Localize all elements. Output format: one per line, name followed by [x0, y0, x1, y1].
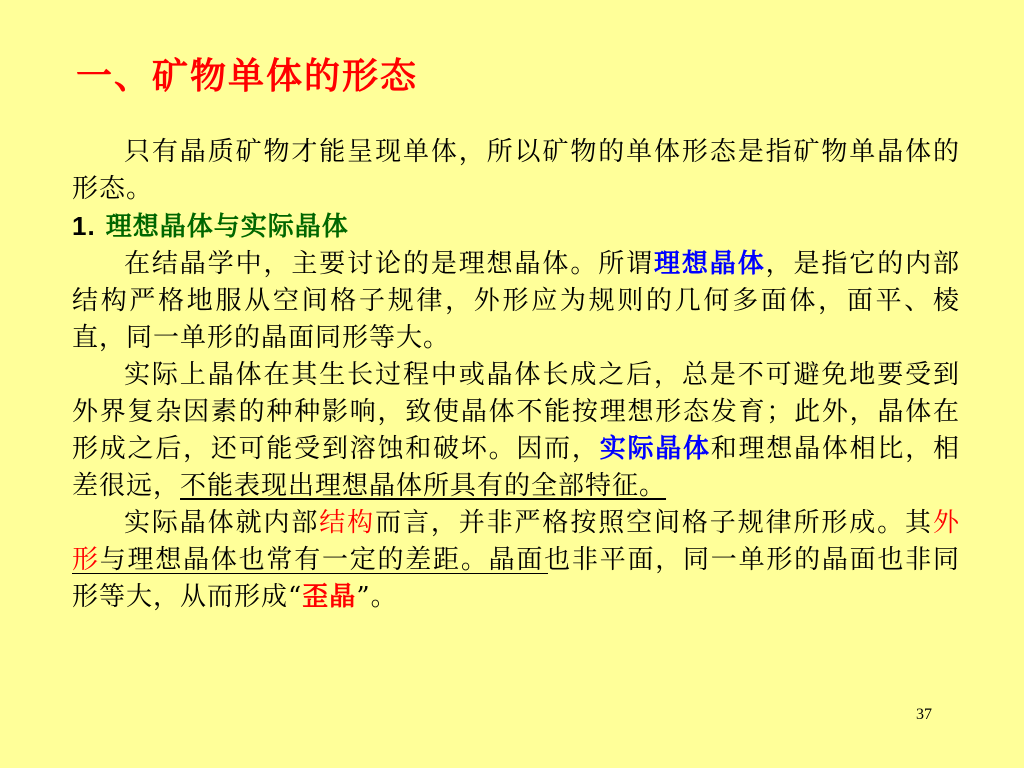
slide-body — [72, 134, 960, 616]
paragraph-ideal-crystal — [72, 246, 960, 357]
underlined-statement: 不能表现出理想晶体所具有的全部特征。 — [180, 471, 667, 501]
para4-text-post: ”。 — [356, 582, 398, 612]
para4-text-mid2: 与理想晶体也常有一定的差距。晶面也非平面，同一单形的晶面也非同形等大，从而形成“ — [72, 545, 960, 612]
para4-text-mid1: 而言，并非严格按照空间格子规律所形成。其 — [375, 508, 933, 538]
page-number: 37 — [916, 706, 932, 723]
term-distorted-crystal: 歪晶 — [302, 582, 357, 612]
term-structure: 结构 — [319, 508, 376, 538]
para2-text-post: ，是指它的内部结构严格地服从空间格子规律，外形应为规则的几何多面体，面平、棱直，同一单形的晶面同形等大。 — [72, 249, 960, 353]
paragraph-intro: 只有晶质矿物才能呈现单体，所以矿物的单体形态是指矿物单晶体的形态。 — [72, 137, 960, 204]
paragraph-distorted-crystal — [72, 505, 960, 616]
term-real-crystal: 实际晶体 — [599, 434, 711, 464]
term-ideal-crystal: 理想晶体 — [654, 249, 766, 279]
para3-text-pre: 实际上晶体在其生长过程中或晶体长成之后，总是不可避免地要受到外界复杂因素的种种影响，致使晶体不能按理想形态发育；此外，晶体在形成之后，还可能受到溶蚀和破坏。因而， — [72, 360, 960, 464]
underline-rule — [72, 573, 548, 574]
para3-text-mid: 和理想晶体相比，相差很远， — [72, 434, 960, 501]
slide-title: 一、矿物单体的形态 — [76, 55, 419, 97]
paragraph-real-crystal — [72, 357, 960, 505]
section-heading-text: 理想晶体与实际晶体 — [105, 212, 349, 242]
para2-text-pre: 在结晶学中，主要讨论的是理想晶体。所谓 — [124, 249, 655, 279]
para4-text-pre: 实际晶体就内部 — [124, 508, 320, 538]
term-shape: 外形 — [72, 508, 960, 575]
section-heading — [72, 208, 960, 246]
section-number: 1. — [72, 211, 96, 241]
